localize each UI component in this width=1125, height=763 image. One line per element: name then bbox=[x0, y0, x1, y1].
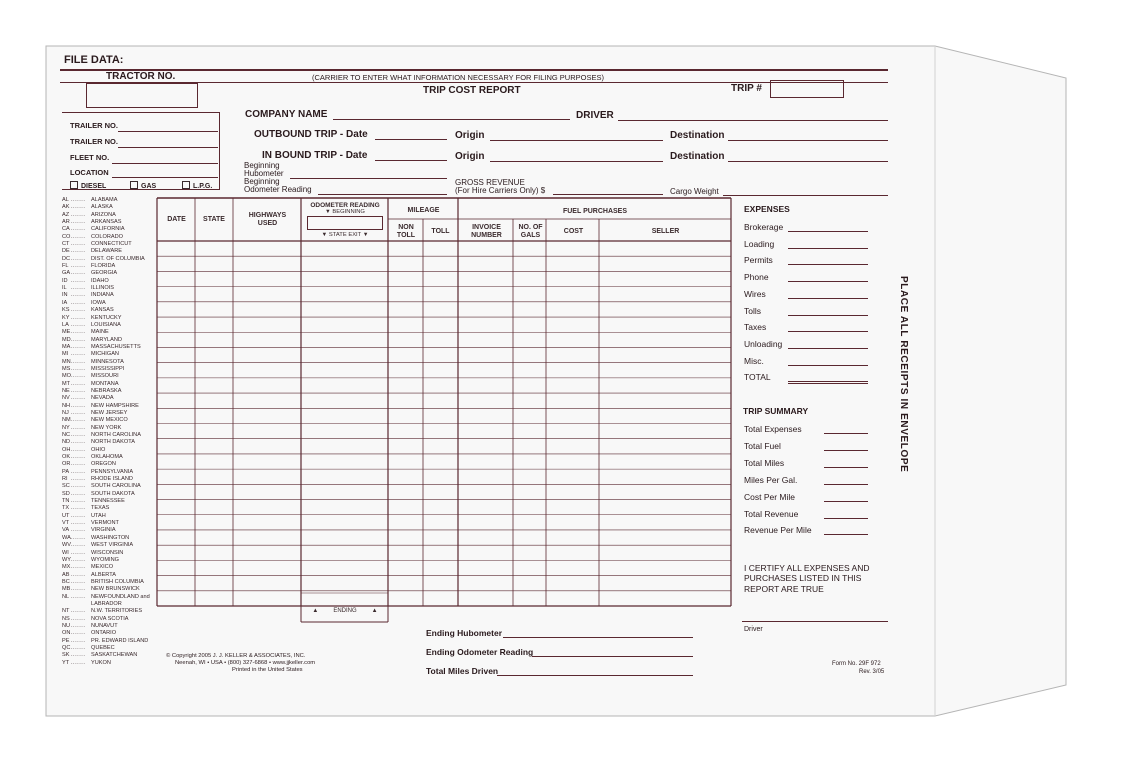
state-code: IN bbox=[62, 292, 68, 299]
state-code: CT bbox=[62, 241, 70, 248]
diesel-option[interactable]: DIESEL bbox=[70, 181, 106, 190]
state-code: WA bbox=[62, 534, 71, 541]
col-non-toll-header: NON TOLL bbox=[396, 224, 416, 239]
state-code: NV bbox=[62, 395, 70, 402]
odometer-beginning-label: ▼ BEGINNING bbox=[325, 209, 365, 215]
ending-hubometer-field[interactable] bbox=[503, 637, 693, 638]
carrier-note: (CARRIER TO ENTER WHAT INFORMATION NECESSARY FOR FILING PURPOSES) bbox=[312, 73, 604, 82]
state-name: FLORIDA bbox=[91, 263, 116, 270]
state-name: WEST VIRGINIA bbox=[91, 542, 134, 549]
summary-item-label: Cost Per Mile bbox=[744, 491, 796, 502]
form-revision: Rev. 3/05 bbox=[859, 669, 885, 675]
begin-odo-label-2: Odometer Reading bbox=[244, 185, 312, 194]
state-code: MD bbox=[62, 336, 71, 343]
company-name-label: COMPANY NAME bbox=[245, 109, 328, 120]
state-code: MT bbox=[62, 380, 71, 387]
state-name: NEW MEXICO bbox=[91, 417, 128, 424]
summary-item-label: Revenue Per Mile bbox=[744, 525, 812, 536]
dot-leader: ....... bbox=[71, 387, 86, 394]
trip-no-label: TRIP # bbox=[731, 83, 762, 94]
ending-label: ▲ ENDING ▲ bbox=[312, 608, 378, 614]
state-code: KS bbox=[62, 307, 70, 314]
state-code: OH bbox=[62, 446, 71, 453]
state-code: CO bbox=[62, 233, 71, 240]
dot-leader: ....... bbox=[71, 336, 86, 343]
state-code: NU bbox=[62, 622, 71, 629]
state-name: VIRGINIA bbox=[91, 527, 116, 534]
outbound-label: OUTBOUND TRIP - Date bbox=[254, 129, 368, 140]
expenses-item-field[interactable] bbox=[788, 365, 868, 366]
certify-line-3: REPORT ARE TRUE bbox=[744, 584, 824, 594]
state-code: NC bbox=[62, 432, 71, 438]
state-name: LOUISIANA bbox=[91, 321, 121, 328]
outbound-origin-label: Origin bbox=[455, 130, 485, 141]
state-code: SC bbox=[62, 483, 70, 490]
total-miles-label: Total Miles Driven bbox=[426, 666, 499, 676]
state-name: BRITISH COLUMBIA bbox=[91, 578, 144, 585]
state-name: WASHINGTON bbox=[91, 534, 130, 541]
col-mileage-header: MILEAGE bbox=[407, 207, 440, 214]
trailer-no-2-label: TRAILER NO. bbox=[70, 137, 118, 146]
state-name: YUKON bbox=[91, 659, 111, 666]
state-name: GEORGIA bbox=[91, 270, 118, 277]
summary-item-label: Total Revenue bbox=[744, 508, 799, 519]
state-code: LA bbox=[62, 321, 69, 328]
dot-leader: ....... bbox=[71, 255, 86, 262]
state-name: DELAWARE bbox=[91, 248, 122, 255]
gross-revenue-note: (For Hire Carriers Only) $ bbox=[455, 186, 546, 195]
state-name: MONTANA bbox=[91, 380, 119, 387]
dot-leader: ....... bbox=[71, 380, 86, 387]
certify-line-1: I CERTIFY ALL EXPENSES AND bbox=[744, 563, 870, 573]
state-name: PENNSYLVANIA bbox=[91, 468, 134, 475]
dot-leader: ....... bbox=[71, 446, 86, 453]
summary-item-label: Miles Per Gal. bbox=[744, 474, 798, 485]
col-state-header: STATE bbox=[203, 216, 225, 223]
form-number: Form No. 29F 972 bbox=[832, 661, 881, 667]
state-name: TEXAS bbox=[91, 505, 110, 512]
summary-item-label: Total Miles bbox=[744, 457, 785, 468]
expenses-item-label: Tolls bbox=[744, 305, 762, 316]
state-name: OHIO bbox=[91, 446, 106, 453]
expenses-item-field[interactable] bbox=[788, 298, 868, 299]
state-code: WY bbox=[62, 556, 72, 563]
state-code: MI bbox=[62, 351, 69, 358]
state-name: RHODE ISLAND bbox=[91, 476, 133, 483]
fleet-no-label: FLEET NO. bbox=[70, 153, 110, 162]
col-gals-header: NO. OF GALS bbox=[518, 224, 543, 239]
state-code: UT bbox=[62, 512, 70, 519]
state-name: NEWFOUNDLAND and bbox=[91, 593, 150, 600]
dot-leader: ....... bbox=[71, 593, 86, 600]
triangle-down-icon: ▼ bbox=[321, 232, 329, 238]
summary-item-field[interactable] bbox=[824, 501, 868, 502]
dot-leader: ....... bbox=[71, 365, 86, 372]
state-code: OR bbox=[62, 461, 71, 468]
driver-label: DRIVER bbox=[576, 110, 614, 121]
state-name: IOWA bbox=[91, 299, 106, 306]
dot-leader: ....... bbox=[71, 285, 86, 292]
state-code: NT bbox=[62, 608, 70, 615]
receipts-side-text: PLACE ALL RECEIPTS IN ENVELOPE bbox=[898, 276, 909, 473]
col-date-header: DATE bbox=[167, 216, 186, 223]
state-code: MN bbox=[62, 358, 71, 365]
begin-hub-label-1: Beginning bbox=[244, 161, 280, 170]
dot-leader: ....... bbox=[71, 439, 86, 446]
trip-summary-title: TRIP SUMMARY bbox=[743, 406, 809, 416]
state-code: MA bbox=[62, 343, 71, 350]
dot-leader: ....... bbox=[71, 659, 86, 666]
state-code: MS bbox=[62, 365, 71, 372]
expenses-item-label: Phone bbox=[744, 272, 769, 283]
state-code: NS bbox=[62, 615, 70, 622]
summary-item-field[interactable] bbox=[824, 534, 868, 535]
state-code: PA bbox=[62, 468, 70, 475]
gas-option[interactable]: GAS bbox=[130, 181, 156, 190]
dot-leader: ....... bbox=[71, 343, 86, 350]
expenses-item-field[interactable] bbox=[788, 348, 868, 349]
state-name: MINNESOTA bbox=[91, 358, 124, 365]
state-name: SASKATCHEWAN bbox=[91, 652, 138, 659]
state-code: GA bbox=[62, 270, 71, 277]
odometer-beginning-box[interactable] bbox=[307, 216, 383, 230]
dot-leader: ....... bbox=[71, 307, 86, 314]
state-code: IA bbox=[62, 299, 68, 306]
dot-leader: ....... bbox=[71, 490, 86, 497]
state-name: CALIFORNIA bbox=[91, 226, 125, 233]
dot-leader: ....... bbox=[71, 615, 86, 622]
state-name: IDAHO bbox=[91, 277, 109, 284]
dot-leader: ....... bbox=[71, 226, 86, 233]
summary-item-field[interactable] bbox=[824, 467, 868, 468]
ending-odometer-field[interactable] bbox=[532, 656, 693, 657]
state-code: VA bbox=[62, 527, 70, 534]
state-name: WYOMING bbox=[91, 556, 119, 563]
summary-item-field[interactable] bbox=[824, 484, 868, 485]
col-toll-header: TOLL bbox=[431, 228, 450, 235]
state-code: AB bbox=[62, 571, 70, 578]
inbound-origin-label: Origin bbox=[455, 151, 485, 162]
state-code: BC bbox=[62, 578, 70, 585]
state-code: SK bbox=[62, 652, 70, 659]
driver-signature-field[interactable] bbox=[742, 621, 888, 622]
dot-leader: ....... bbox=[71, 571, 86, 578]
col-fuel-header: FUEL PURCHASES bbox=[562, 208, 628, 215]
col-seller-header: SELLER bbox=[651, 228, 680, 235]
state-name: NOVA SCOTIA bbox=[91, 615, 129, 622]
dot-leader: ....... bbox=[71, 608, 86, 615]
dot-leader: ....... bbox=[71, 417, 86, 424]
dot-leader: ....... bbox=[71, 329, 86, 336]
state-code: NH bbox=[62, 402, 71, 409]
expenses-item-label: Unloading bbox=[744, 338, 783, 349]
dot-leader: ....... bbox=[71, 219, 86, 226]
summary-item-field[interactable] bbox=[824, 450, 868, 451]
expenses-item-field[interactable] bbox=[788, 281, 868, 282]
dot-leader: ....... bbox=[71, 241, 86, 248]
state-code: TN bbox=[62, 498, 70, 505]
state-name: VERMONT bbox=[91, 520, 119, 527]
expenses-item-label: Misc. bbox=[744, 355, 764, 366]
dot-leader: ....... bbox=[71, 652, 86, 659]
dot-leader: ....... bbox=[71, 211, 86, 218]
state-code: RI bbox=[62, 476, 68, 483]
dot-leader: ....... bbox=[71, 197, 86, 203]
dot-leader: ....... bbox=[71, 248, 86, 255]
state-code: AL bbox=[62, 197, 69, 203]
dot-leader: ....... bbox=[71, 424, 86, 431]
state-code: ID bbox=[62, 277, 68, 284]
state-name: TENNESSEE bbox=[91, 498, 125, 505]
state-name: NEW YORK bbox=[91, 424, 122, 431]
state-name: SOUTH CAROLINA bbox=[91, 483, 141, 490]
state-code: CA bbox=[62, 226, 70, 233]
total-miles-field[interactable] bbox=[497, 675, 693, 676]
expenses-item-field[interactable] bbox=[788, 315, 868, 316]
state-code: DE bbox=[62, 248, 70, 255]
expenses-item-label: TOTAL bbox=[744, 372, 771, 383]
expenses-title: EXPENSES bbox=[744, 204, 790, 214]
state-name: MASSACHUSETTS bbox=[91, 343, 141, 350]
dot-leader: ....... bbox=[71, 644, 86, 651]
state-name: OKLAHOMA bbox=[91, 454, 123, 461]
begin-hub-label-2: Hubometer bbox=[244, 169, 284, 178]
state-name: KENTUCKY bbox=[91, 314, 122, 321]
driver-signature-label: Driver bbox=[744, 626, 763, 633]
state-name: NEVADA bbox=[91, 395, 114, 402]
triangle-down-icon: ▼ bbox=[325, 209, 333, 215]
state-name: ALBERTA bbox=[91, 571, 116, 578]
state-code: FL bbox=[62, 263, 69, 270]
state-name: LABRADOR bbox=[91, 600, 122, 607]
summary-item-label: Total Expenses bbox=[744, 424, 802, 434]
state-code: NJ bbox=[62, 409, 69, 416]
state-code: YT bbox=[62, 659, 70, 666]
cargo-weight-label: Cargo Weight bbox=[670, 187, 719, 196]
dot-leader: ....... bbox=[71, 314, 86, 321]
dot-leader: ....... bbox=[71, 468, 86, 475]
dot-leader: ....... bbox=[71, 520, 86, 527]
dot-leader: ....... bbox=[71, 556, 86, 563]
state-code: MX bbox=[62, 564, 71, 571]
col-invoice-header: INVOICE NUMBER bbox=[471, 224, 502, 239]
dot-leader: ....... bbox=[71, 373, 86, 380]
state-code: NY bbox=[62, 424, 70, 431]
state-name: NEBRASKA bbox=[91, 387, 122, 394]
inbound-destination-label: Destination bbox=[670, 151, 725, 162]
state-code: AR bbox=[62, 219, 70, 226]
dot-leader: ....... bbox=[71, 586, 86, 593]
dot-leader: ....... bbox=[71, 578, 86, 585]
state-name: SOUTH DAKOTA bbox=[91, 490, 135, 497]
state-name: ILLINOIS bbox=[91, 285, 115, 292]
tractor-label: TRACTOR NO. bbox=[106, 71, 176, 82]
state-name: DIST. OF COLUMBIA bbox=[91, 255, 145, 262]
certify-line-2: PURCHASES LISTED IN THIS bbox=[744, 573, 862, 583]
state-name: MISSISSIPPI bbox=[91, 365, 125, 372]
state-code: MB bbox=[62, 586, 71, 593]
state-name: ARKANSAS bbox=[91, 219, 122, 226]
state-code: QC bbox=[62, 644, 71, 651]
state-code: WV bbox=[62, 542, 72, 549]
triangle-up-icon: ▲ bbox=[312, 608, 334, 614]
expenses-item-label: Loading bbox=[744, 238, 775, 249]
state-name: NEW JERSEY bbox=[91, 409, 128, 416]
state-code: ND bbox=[62, 439, 71, 446]
state-name: ALABAMA bbox=[91, 197, 118, 203]
dot-leader: ....... bbox=[71, 454, 86, 461]
state-code: TX bbox=[62, 505, 70, 512]
ending-hubometer-label: Ending Hubometer bbox=[426, 628, 503, 638]
state-name: ONTARIO bbox=[91, 630, 117, 637]
dot-leader: ....... bbox=[71, 351, 86, 358]
expenses-item-field[interactable] bbox=[788, 248, 868, 249]
dot-leader: ....... bbox=[71, 483, 86, 490]
state-name: NORTH CAROLINA bbox=[91, 432, 141, 438]
state-code: PE bbox=[62, 637, 70, 644]
state-name: NORTH DAKOTA bbox=[91, 439, 135, 446]
state-name: INDIANA bbox=[91, 292, 114, 299]
expenses-item-label: Wires bbox=[744, 288, 766, 299]
copyright-line-1: © Copyright 2005 J. J. KELLER & ASSOCIATES, INC. bbox=[166, 653, 306, 659]
expenses-total-double-rule bbox=[788, 383, 868, 384]
dot-leader: ....... bbox=[71, 233, 86, 240]
dot-leader: ....... bbox=[71, 564, 86, 571]
trailer-no-1-label: TRAILER NO. bbox=[70, 121, 118, 130]
copyright-line-2: Neenah, WI • USA • (800) 327-6868 • www.jjkeller.com bbox=[175, 660, 316, 666]
begin-odo-label-1: Beginning bbox=[244, 177, 280, 186]
dot-leader: ....... bbox=[71, 409, 86, 416]
state-name: OREGON bbox=[91, 461, 116, 468]
state-code: NE bbox=[62, 387, 70, 394]
state-code: ON bbox=[62, 630, 71, 637]
col-highways-header: HIGHWAYS USED bbox=[248, 212, 287, 227]
state-name: UTAH bbox=[91, 512, 106, 519]
expenses-item-field[interactable] bbox=[788, 264, 868, 265]
dot-leader: ....... bbox=[71, 637, 86, 644]
dot-leader: ....... bbox=[71, 263, 86, 270]
lpg-option[interactable]: L.P.G. bbox=[182, 181, 212, 190]
dot-leader: ....... bbox=[71, 270, 86, 277]
summary-item-field[interactable] bbox=[824, 433, 868, 434]
state-name: N.W. TERRITORIES bbox=[91, 608, 143, 615]
state-name: MISSOURI bbox=[91, 373, 119, 380]
expenses-item-field[interactable] bbox=[788, 331, 868, 332]
page-title: TRIP COST REPORT bbox=[423, 85, 521, 96]
expenses-item-label: Taxes bbox=[744, 322, 767, 333]
state-code: SD bbox=[62, 490, 70, 497]
state-name: MARYLAND bbox=[91, 336, 122, 343]
expenses-item-label: Permits bbox=[744, 255, 773, 266]
dot-leader: ....... bbox=[71, 432, 86, 438]
dot-leader: ....... bbox=[71, 292, 86, 299]
triangle-up-icon: ▲ bbox=[356, 608, 378, 614]
state-code: KY bbox=[62, 314, 70, 321]
dot-leader: ....... bbox=[71, 461, 86, 468]
dot-leader: ....... bbox=[71, 505, 86, 512]
dot-leader: ....... bbox=[71, 630, 86, 637]
summary-item-field[interactable] bbox=[824, 518, 868, 519]
dot-leader: ....... bbox=[71, 321, 86, 328]
state-name: MEXICO bbox=[91, 564, 114, 571]
dot-leader: ....... bbox=[71, 622, 86, 629]
dot-leader: ....... bbox=[71, 542, 86, 549]
expenses-item-label: Brokerage bbox=[744, 222, 784, 232]
outbound-destination-label: Destination bbox=[670, 130, 725, 141]
state-code: ME bbox=[62, 329, 71, 336]
dot-leader: ....... bbox=[71, 204, 86, 211]
state-name: MAINE bbox=[91, 329, 109, 336]
state-name: NEW HAMPSHIRE bbox=[91, 402, 139, 409]
state-code: OK bbox=[62, 454, 71, 461]
state-code: IL bbox=[62, 285, 67, 292]
inbound-label: IN BOUND TRIP - Date bbox=[262, 150, 368, 161]
state-name: WISCONSIN bbox=[91, 549, 124, 556]
state-code: NM bbox=[62, 417, 71, 424]
dot-leader: ....... bbox=[71, 277, 86, 284]
state-code: DC bbox=[62, 255, 71, 262]
triangle-down-icon: ▼ bbox=[361, 232, 369, 238]
copyright-line-3: Printed in the United States bbox=[232, 667, 303, 673]
dot-leader: ....... bbox=[71, 512, 86, 519]
gross-revenue-label: GROSS REVENUE bbox=[455, 178, 525, 187]
state-code: AZ bbox=[62, 211, 70, 218]
dot-leader: ....... bbox=[71, 476, 86, 483]
state-name: CONNECTICUT bbox=[91, 241, 132, 248]
dot-leader: ....... bbox=[71, 549, 86, 556]
ending-odometer-label: Ending Odometer Reading bbox=[426, 647, 534, 657]
dot-leader: ....... bbox=[71, 498, 86, 505]
state-code: AK bbox=[62, 204, 70, 211]
col-odometer-header: ODOMETER READING bbox=[310, 202, 380, 209]
summary-item-label: Total Fuel bbox=[744, 440, 781, 451]
state-name: ALASKA bbox=[91, 204, 113, 211]
file-data-label: FILE DATA: bbox=[64, 54, 124, 66]
state-name: MICHIGAN bbox=[91, 351, 119, 358]
state-name: KANSAS bbox=[91, 307, 114, 314]
state-name: PR. EDWARD ISLAND bbox=[91, 637, 149, 644]
state-code: WI bbox=[62, 549, 69, 556]
dot-leader: ....... bbox=[71, 402, 86, 409]
dot-leader: ....... bbox=[71, 395, 86, 402]
col-cost-header: COST bbox=[563, 228, 584, 235]
state-name: QUEBEC bbox=[91, 644, 115, 651]
state-name: NEW BRUNSWICK bbox=[91, 586, 140, 593]
location-label: LOCATION bbox=[70, 168, 109, 177]
expenses-item-field[interactable] bbox=[788, 231, 868, 232]
odometer-state-exit-label: ▼ STATE EXIT ▼ bbox=[321, 232, 369, 238]
state-code: MO bbox=[62, 373, 72, 380]
dot-leader: ....... bbox=[71, 534, 86, 541]
dot-leader: ....... bbox=[71, 299, 86, 306]
dot-leader: ....... bbox=[71, 358, 86, 365]
state-name: COLORADO bbox=[91, 233, 124, 240]
state-name: ARIZONA bbox=[91, 211, 116, 218]
state-code: NL bbox=[62, 593, 70, 600]
state-code: VT bbox=[62, 520, 70, 527]
dot-leader: ....... bbox=[71, 527, 86, 534]
state-name: NUNAVUT bbox=[91, 622, 118, 629]
